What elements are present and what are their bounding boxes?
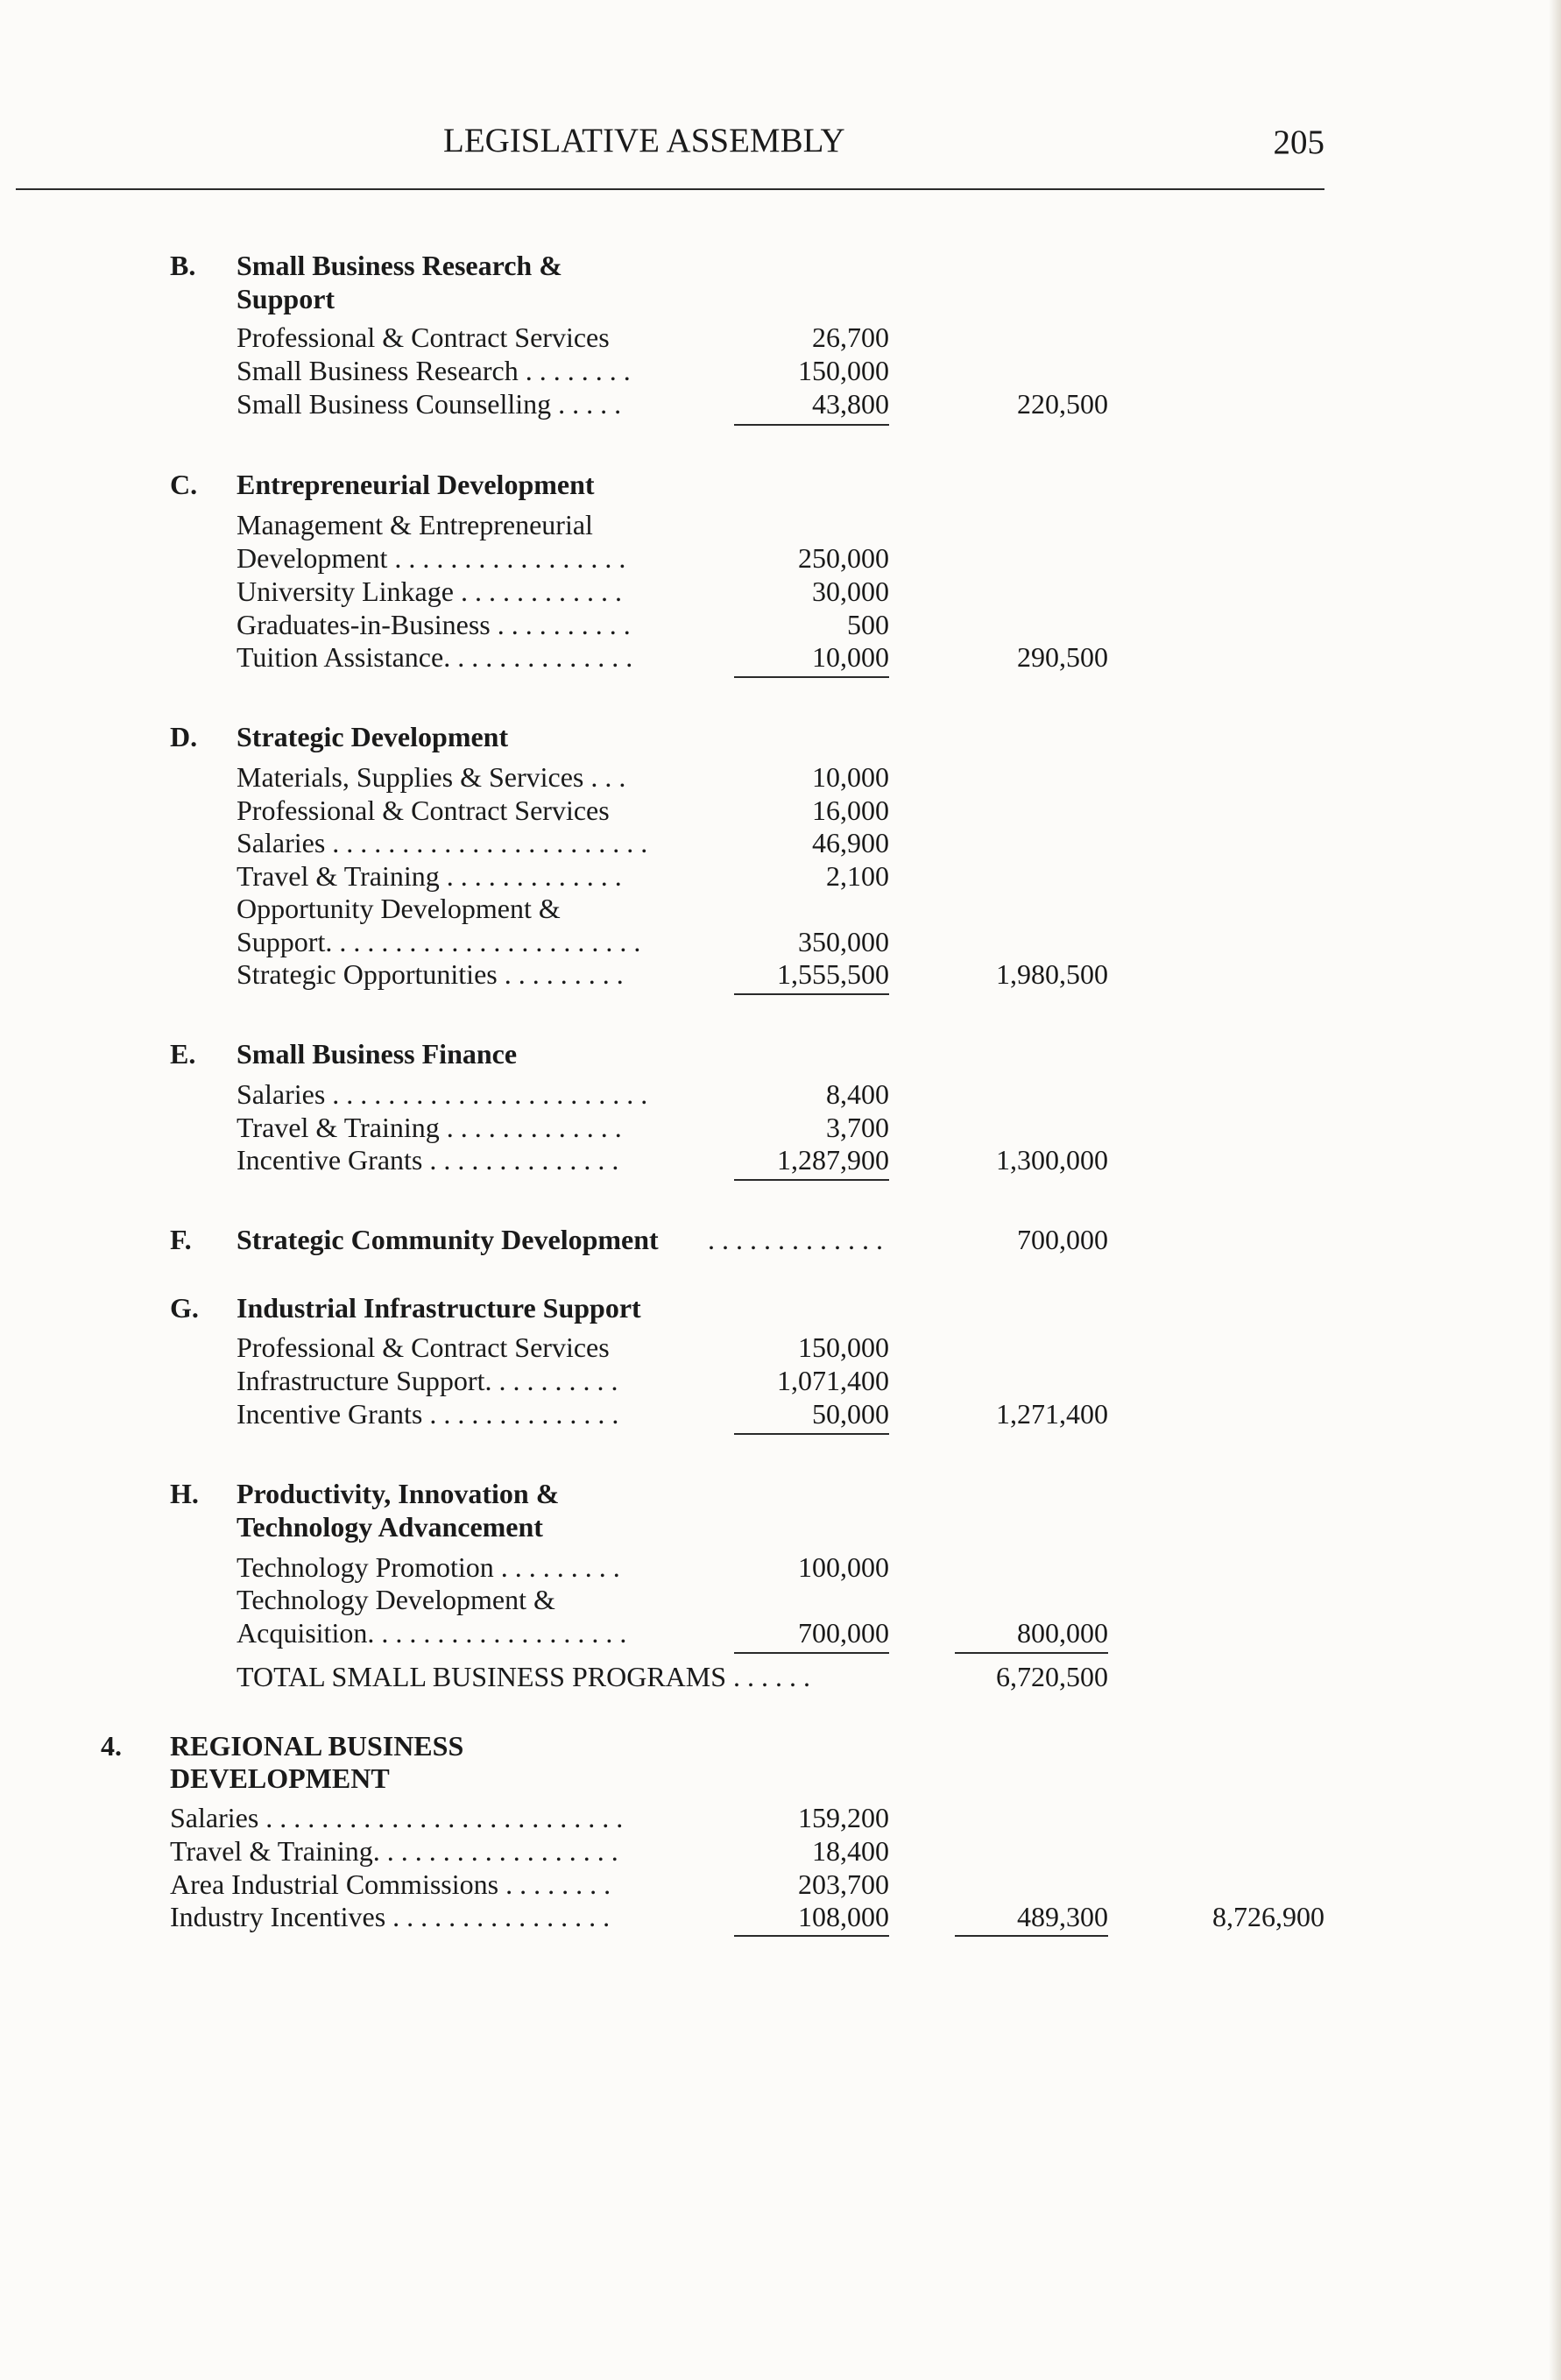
line-item-amount: 43,800 [812,388,889,420]
section-title: Small Business Research & [237,250,562,281]
line-item-label: Technology Promotion . . . . . . . . . [237,1551,620,1583]
subtotal-rule [955,1935,1108,1937]
line-item-amount: 30,000 [812,576,889,607]
subtotal-rule [734,1652,889,1654]
section-title: Strategic Community Development [237,1224,659,1255]
section-title: Strategic Development [237,721,509,752]
line-item-label: Travel & Training . . . . . . . . . . . . . [237,1112,622,1143]
subtotal-rule [734,1433,889,1435]
section-total: 1,271,400 [996,1398,1108,1430]
line-item-label: Strategic Opportunities . . . . . . . . . [237,958,624,990]
line-item-label: Travel & Training. . . . . . . . . . . . . . . . . . [170,1835,618,1867]
program-total-label: TOTAL SMALL BUSINESS PROGRAMS . . . . . . [237,1661,811,1692]
section-title: Support [237,283,336,314]
line-item-amount: 108,000 [798,1901,889,1932]
line-item-label: Technology Development & [237,1584,555,1615]
section-total: 1,300,000 [996,1144,1108,1176]
line-item-label: Graduates-in-Business . . . . . . . . . . [237,609,631,640]
line-item-amount: 1,071,400 [777,1365,889,1396]
section-letter: C. [170,469,198,500]
page-edge-shadow [1549,0,1561,2380]
section-total: 489,300 [1017,1901,1108,1932]
line-item-amount: 150,000 [798,355,889,386]
subtotal-rule [734,676,889,678]
section-title: Small Business Finance [237,1038,518,1070]
line-item-label: Professional & Contract Services [237,795,610,826]
section-total: 220,500 [1017,388,1108,420]
section-letter: E. [170,1038,196,1070]
subtotal-rule [734,1179,889,1181]
line-item-label: Small Business Research . . . . . . . . [237,355,631,386]
section-letter: H. [170,1478,199,1509]
section-total: 1,980,500 [996,958,1108,990]
line-item-amount: 150,000 [798,1331,889,1363]
line-item-label: Professional & Contract Services [237,1331,610,1363]
line-item-label: Professional & Contract Services [237,321,610,353]
line-item-amount: 1,287,900 [777,1144,889,1176]
line-item-amount: 500 [847,609,889,640]
line-item-amount: 50,000 [812,1398,889,1430]
subtotal-rule [955,1652,1108,1654]
line-item-label: Area Industrial Commissions . . . . . . . . [170,1868,611,1900]
line-item-amount: 700,000 [798,1617,889,1649]
page-title: LEGISLATIVE ASSEMBLY [443,122,845,159]
section-title: Technology Advancement [237,1511,543,1543]
line-item-amount: 2,100 [826,860,889,892]
line-item-label: Salaries . . . . . . . . . . . . . . . . . . . . . . . . . . [170,1802,624,1833]
section-title: Productivity, Innovation & [237,1478,560,1509]
line-item-label: Materials, Supplies & Services . . . [237,761,626,793]
line-item-amount: 350,000 [798,926,889,957]
line-item-label: Industry Incentives . . . . . . . . . . . . . . . . [170,1901,611,1932]
line-item-amount: 159,200 [798,1802,889,1833]
line-item-amount: 46,900 [812,827,889,858]
line-item-label: Incentive Grants . . . . . . . . . . . . . . [237,1398,619,1430]
section-total: 700,000 [1017,1224,1108,1255]
section-letter: G. [170,1292,199,1324]
line-item-label: Incentive Grants . . . . . . . . . . . . . . [237,1144,619,1176]
grand-total: 8,726,900 [1212,1901,1324,1932]
section-title: REGIONAL BUSINESS [170,1730,464,1762]
program-total-amount: 6,720,500 [996,1661,1108,1692]
header-rule [16,188,1324,190]
section-total: 800,000 [1017,1617,1108,1649]
line-item-label: Management & Entrepreneurial [237,509,593,540]
line-item-amount: 3,700 [826,1112,889,1143]
line-item-amount: 10,000 [812,761,889,793]
subtotal-rule [734,1935,889,1937]
section-total: 290,500 [1017,641,1108,673]
line-item-label: University Linkage . . . . . . . . . . . . [237,576,622,607]
line-item-label: Infrastructure Support. . . . . . . . . . [237,1365,618,1396]
line-item-label: Salaries . . . . . . . . . . . . . . . . . . . . . . . [237,1078,648,1110]
line-item-amount: 100,000 [798,1551,889,1583]
page-number: 205 [1273,124,1324,161]
subtotal-rule [734,424,889,426]
line-item-label: Support. . . . . . . . . . . . . . . . . . . . . . . [237,926,641,957]
line-item-amount: 26,700 [812,321,889,353]
leader-dots: . . . . . . . . . . . . . [708,1224,883,1255]
section-number: 4. [101,1730,122,1762]
section-letter: B. [170,250,196,281]
line-item-amount: 250,000 [798,542,889,574]
line-item-amount: 18,400 [812,1835,889,1867]
section-letter: D. [170,721,198,752]
section-letter: F. [170,1224,192,1255]
line-item-amount: 1,555,500 [777,958,889,990]
subtotal-rule [734,993,889,995]
line-item-amount: 8,400 [826,1078,889,1110]
section-title: DEVELOPMENT [170,1762,390,1794]
line-item-label: Tuition Assistance. . . . . . . . . . . . . . [237,641,633,673]
line-item-label: Small Business Counselling . . . . . [237,388,622,420]
line-item-amount: 203,700 [798,1868,889,1900]
line-item-label: Acquisition. . . . . . . . . . . . . . . . . . . [237,1617,627,1649]
section-title: Entrepreneurial Development [237,469,595,500]
line-item-amount: 16,000 [812,795,889,826]
section-title: Industrial Infrastructure Support [237,1292,641,1324]
line-item-label: Development . . . . . . . . . . . . . . . . . [237,542,626,574]
line-item-label: Opportunity Development & [237,893,561,924]
line-item-amount: 10,000 [812,641,889,673]
line-item-label: Salaries . . . . . . . . . . . . . . . . . . . . . . . [237,827,648,858]
line-item-label: Travel & Training . . . . . . . . . . . . . [237,860,622,892]
